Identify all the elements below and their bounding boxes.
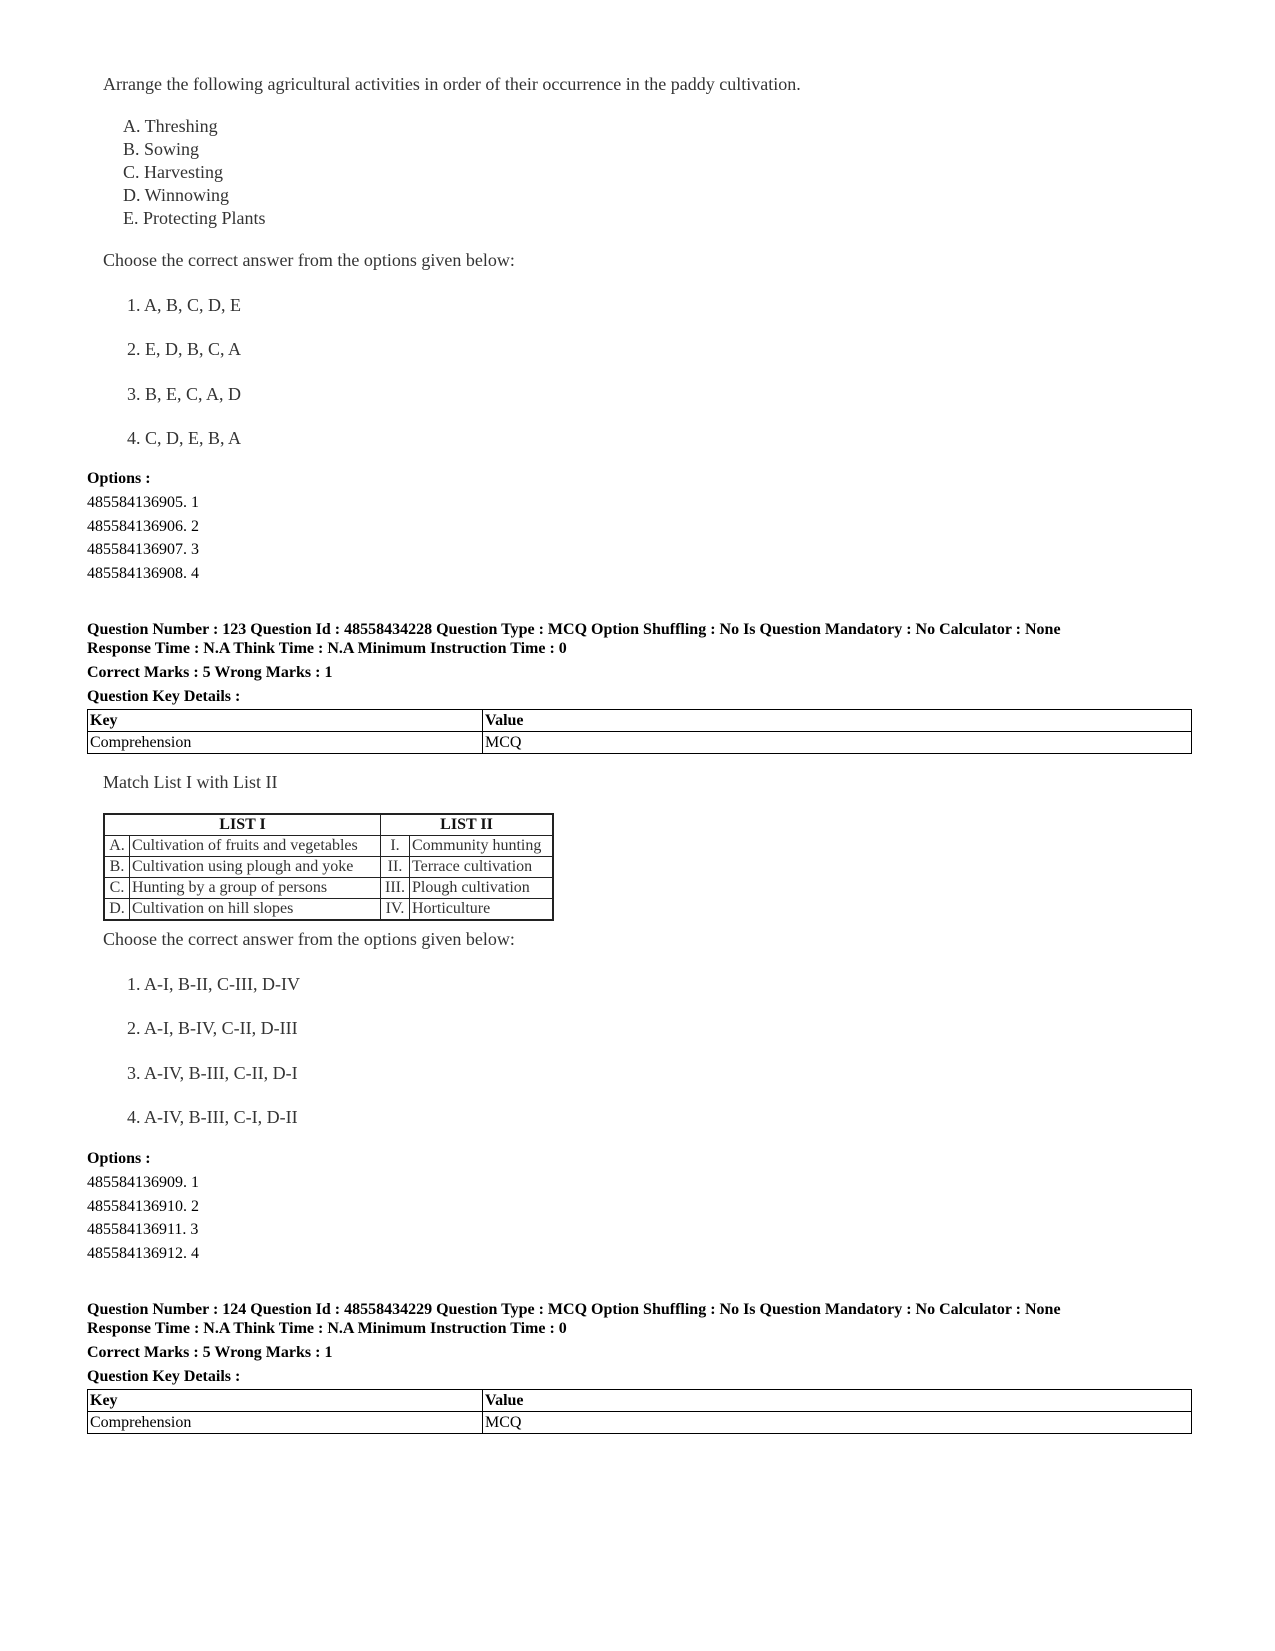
q122-item-e: E. Protecting Plants (123, 208, 266, 228)
q123-prompt: Choose the correct answer from the options given below: (103, 929, 515, 949)
q124-header-line2: Response Time : N.A Think Time : N.A Minimum Instruction Time : 0 (87, 1320, 567, 1337)
q122-choice-4: 4. C, D, E, B, A (127, 428, 242, 448)
list-2-numeral: IV. (381, 899, 410, 921)
q122-choice-2: 2. E, D, B, C, A (127, 339, 242, 359)
list-1-header: LIST I (104, 814, 381, 836)
q124-marks: Correct Marks : 5 Wrong Marks : 1 (87, 1344, 333, 1361)
q122-option-1: 485584136905. 1 (87, 494, 199, 511)
q123-options-label: Options : (87, 1150, 151, 1167)
q122-item-b: B. Sowing (123, 139, 200, 159)
list-2-numeral: II. (381, 857, 410, 878)
q122-prompt: Choose the correct answer from the options given below: (103, 250, 515, 270)
list-1-letter: C. (104, 878, 130, 899)
list-2-item: Terrace cultivation (410, 857, 554, 878)
table-row (104, 857, 553, 878)
q123-choice-4: 4. A-IV, B-III, C-I, D-II (127, 1107, 298, 1127)
match-list-table (103, 813, 554, 921)
q123-choice-3: 3. A-IV, B-III, C-II, D-I (127, 1063, 298, 1083)
q122-option-4: 485584136908. 4 (87, 565, 199, 582)
q123-option-4: 485584136912. 4 (87, 1245, 199, 1262)
q123-key-details-label: Question Key Details : (87, 688, 241, 705)
list-2-header: LIST II (381, 814, 554, 836)
q122-choice-1: 1. A, B, C, D, E (127, 295, 242, 315)
q122-item-d: D. Winnowing (123, 185, 229, 205)
q123-key-table (87, 709, 1192, 754)
list-1-letter: D. (104, 899, 130, 921)
list-1-item: Hunting by a group of persons (130, 878, 381, 899)
q124-header-line1: Question Number : 124 Question Id : 48558434229 Question Type : MCQ Option Shuffling : No Is Question Mandatory : No Calculator : None (87, 1301, 1061, 1318)
q123-marks: Correct Marks : 5 Wrong Marks : 1 (87, 664, 333, 681)
value-cell: MCQ (483, 1412, 1192, 1434)
value-header: Value (483, 1390, 1192, 1412)
q122-option-2: 485584136906. 2 (87, 518, 199, 535)
value-cell: MCQ (483, 732, 1192, 754)
table-row (104, 878, 553, 899)
q124-key-details-label: Question Key Details : (87, 1368, 241, 1385)
key-header: Key (88, 710, 483, 732)
list-1-letter: A. (104, 836, 130, 857)
q124-key-table (87, 1389, 1192, 1434)
q123-option-1: 485584136909. 1 (87, 1174, 199, 1191)
list-2-item: Horticulture (410, 899, 554, 921)
list-2-item: Plough cultivation (410, 878, 554, 899)
list-1-item: Cultivation using plough and yoke (130, 857, 381, 878)
question-122-intro: Arrange the following agricultural activities in order of their occurrence in the paddy cultivation. (103, 74, 801, 94)
list-1-item: Cultivation of fruits and vegetables (130, 836, 381, 857)
q122-item-a: A. Threshing (123, 116, 218, 136)
list-1-letter: B. (104, 857, 130, 878)
q123-option-3: 485584136911. 3 (87, 1221, 199, 1238)
q123-choice-1: 1. A-I, B-II, C-III, D-IV (127, 974, 300, 994)
q122-option-3: 485584136907. 3 (87, 541, 199, 558)
value-header: Value (483, 710, 1192, 732)
q123-option-2: 485584136910. 2 (87, 1198, 199, 1215)
q123-header-line2: Response Time : N.A Think Time : N.A Minimum Instruction Time : 0 (87, 640, 567, 657)
key-header: Key (88, 1390, 483, 1412)
list-1-item: Cultivation on hill slopes (130, 899, 381, 921)
key-cell: Comprehension (88, 732, 483, 754)
table-row (104, 836, 553, 857)
table-row (104, 899, 553, 921)
list-2-numeral: I. (381, 836, 410, 857)
q122-choice-3: 3. B, E, C, A, D (127, 384, 242, 404)
q122-item-c: C. Harvesting (123, 162, 223, 182)
q123-intro: Match List I with List II (103, 772, 278, 792)
q123-choice-2: 2. A-I, B-IV, C-II, D-III (127, 1018, 298, 1038)
q123-header-line1: Question Number : 123 Question Id : 48558434228 Question Type : MCQ Option Shuffling : No Is Question Mandatory : No Calculator : None (87, 621, 1061, 638)
list-2-numeral: III. (381, 878, 410, 899)
key-cell: Comprehension (88, 1412, 483, 1434)
q122-options-label: Options : (87, 470, 151, 487)
list-2-item: Community hunting (410, 836, 554, 857)
